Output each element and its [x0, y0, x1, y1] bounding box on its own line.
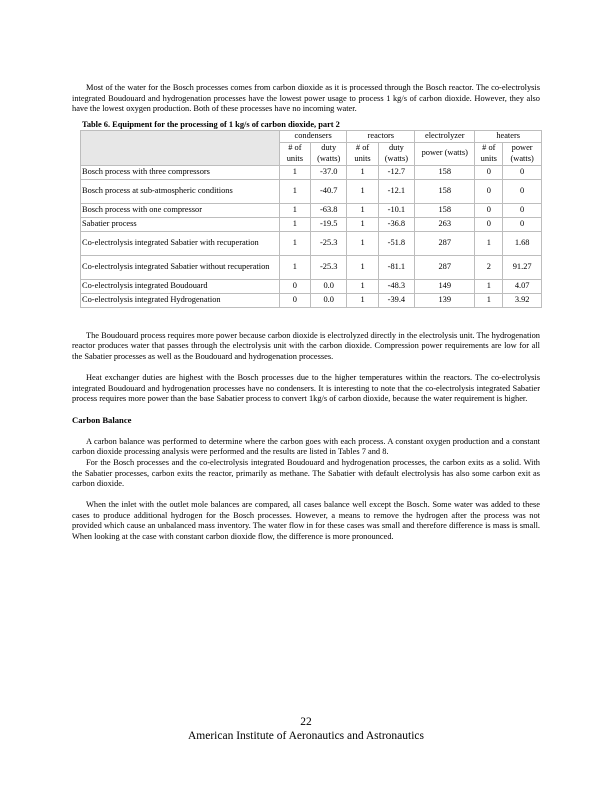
table-row [81, 255, 542, 279]
value-cell: -19.5 [310, 217, 347, 231]
value-cell: 1 [347, 255, 378, 279]
value-cell: 1 [279, 179, 310, 203]
value-cell: -36.8 [378, 217, 415, 231]
body-paragraph: For the Bosch processes and the co-electrolysis integrated Boudouard and hydrogenation processes, the carbon exits as a solid. With the Sabatier processes, carbon exits the reactor, primarily as methane. The Sabatier with default electrolysis has also some carbon exit as carbon dioxide. [72, 457, 540, 489]
value-cell: 0 [475, 203, 503, 217]
value-cell: 1 [347, 203, 378, 217]
value-cell: 91.27 [503, 255, 542, 279]
body-paragraph: When the inlet with the outlet mole balances are compared, all cases balance well except the Bosch. Some water was added to these cases to produce additional hydrogen for the Bosch processes. However, a means to remove the hydrogen after the process was not provided which cause an unbalanced mass inventory. The water flow in for these cases was small and therefore difference is mass is small. When looking at the case with constant carbon dioxide flow, the difference is more pronounced. [72, 500, 540, 541]
group-header-electrolyzer: electrolyzer [415, 131, 475, 143]
column-header: # of units [347, 143, 378, 166]
value-cell: 1 [347, 293, 378, 307]
value-cell: 0 [503, 179, 542, 203]
section-heading: Carbon Balance [72, 415, 132, 426]
value-cell: -12.7 [378, 165, 415, 179]
value-cell: 149 [415, 279, 475, 293]
value-cell: -81.1 [378, 255, 415, 279]
table-row [81, 203, 542, 217]
value-cell: 287 [415, 255, 475, 279]
value-cell: 1 [279, 203, 310, 217]
table-row [81, 165, 542, 179]
value-cell: 263 [415, 217, 475, 231]
value-cell: 158 [415, 165, 475, 179]
body-paragraph: Heat exchanger duties are highest with the Bosch processes due to the higher temperatures within the reactors. The co-electrolysis integrated Boudouard and hydrogenation processes have no condensers. It is interesting to note that the co-electrolysis integrated Sabatier process requires more power than the base Sabatier process to convert 1kg/s of carbon dioxide, because the water requirement is higher. [72, 372, 540, 404]
group-header-reactors: reactors [347, 131, 415, 143]
value-cell: 1 [279, 165, 310, 179]
process-name-cell: Bosch process at sub-atmospheric conditions [81, 179, 280, 203]
value-cell: 1 [475, 279, 503, 293]
table-corner-cell [81, 131, 280, 165]
value-cell: 0 [503, 203, 542, 217]
value-cell: -40.7 [310, 179, 347, 203]
column-header: duty (watts) [310, 143, 347, 166]
value-cell: -25.3 [310, 231, 347, 255]
value-cell: 0 [503, 165, 542, 179]
value-cell: 1.68 [503, 231, 542, 255]
page-body [72, 83, 540, 543]
table-row [81, 231, 542, 255]
value-cell: 0.0 [310, 293, 347, 307]
value-cell: 139 [415, 293, 475, 307]
process-name-cell: Co-electrolysis integrated Boudouard [81, 279, 280, 293]
column-header: power (watts) [503, 143, 542, 166]
value-cell: 1 [347, 165, 378, 179]
equipment-table [80, 130, 542, 307]
page-number: 22 [300, 716, 312, 728]
process-name-cell: Bosch process with one compressor [81, 203, 280, 217]
value-cell: 1 [279, 217, 310, 231]
process-name-cell: Bosch process with three compressors [81, 165, 280, 179]
footer-institution: American Institute of Aeronautics and Astronautics [187, 730, 424, 742]
value-cell: -39.4 [378, 293, 415, 307]
value-cell: 0 [503, 217, 542, 231]
value-cell: 0 [475, 179, 503, 203]
table-row [81, 293, 542, 307]
table-row [81, 217, 542, 231]
column-header: # of units [279, 143, 310, 166]
column-header: power (watts) [415, 143, 475, 166]
group-header-heaters: heaters [475, 131, 542, 143]
body-paragraph: The Boudouard process requires more power because carbon dioxide is electrolyzed directly in the electrolysis unit. The hydrogenation reactor produces water that passes through the electrolysis unit with the carbon dioxide. Compression power requirements are low for all the Sabatier processes as well as the Boudouard and hydrogenation processes. [72, 330, 540, 361]
value-cell: -51.8 [378, 231, 415, 255]
value-cell: 0 [475, 217, 503, 231]
table-row [81, 179, 542, 203]
value-cell: 287 [415, 231, 475, 255]
process-name-cell: Co-electrolysis integrated Sabatier without recuperation [81, 255, 280, 279]
table-caption: Table 6. Equipment for the processing of 1 kg/s of carbon dioxide, part 2 [82, 119, 340, 129]
value-cell: -37.0 [310, 165, 347, 179]
process-name-cell: Co-electrolysis integrated Sabatier with recuperation [81, 231, 280, 255]
value-cell: -48.3 [378, 279, 415, 293]
process-name-cell: Co-electrolysis integrated Hydrogenation [81, 293, 280, 307]
value-cell: 1 [279, 231, 310, 255]
table-group-header-row [81, 131, 542, 143]
value-cell: 1 [347, 217, 378, 231]
value-cell: 3.92 [503, 293, 542, 307]
group-header-condensers: condensers [279, 131, 347, 143]
value-cell: 0 [279, 279, 310, 293]
value-cell: -12.1 [378, 179, 415, 203]
process-name-cell: Sabatier process [81, 217, 280, 231]
value-cell: 1 [347, 179, 378, 203]
value-cell: 2 [475, 255, 503, 279]
column-header: duty (watts) [378, 143, 415, 166]
value-cell: -25.3 [310, 255, 347, 279]
body-paragraph: A carbon balance was performed to determine where the carbon goes with each process. A constant oxygen production and a constant carbon dioxide processing analysis were performed and the results are listed in Tables 7 and 8. [72, 436, 540, 457]
value-cell: 158 [415, 203, 475, 217]
value-cell: 1 [347, 231, 378, 255]
value-cell: 1 [279, 255, 310, 279]
column-header: # of units [475, 143, 503, 166]
value-cell: 0 [475, 165, 503, 179]
value-cell: -10.1 [378, 203, 415, 217]
value-cell: 1 [347, 279, 378, 293]
value-cell: 4.07 [503, 279, 542, 293]
table-row [81, 279, 542, 293]
value-cell: 158 [415, 179, 475, 203]
value-cell: 1 [475, 293, 503, 307]
value-cell: 1 [475, 231, 503, 255]
value-cell: 0.0 [310, 279, 347, 293]
value-cell: -63.8 [310, 203, 347, 217]
intro-paragraph: Most of the water for the Bosch processes comes from carbon dioxide as it is processed through the Bosch reactor. The co-electrolysis integrated Boudouard and hydrogenation processes have the lowest power usage to process 1 kg/s of carbon dioxide. However, they also have the lowest oxygen production. Both of these processes have no incoming water. [72, 83, 540, 114]
value-cell: 0 [279, 293, 310, 307]
